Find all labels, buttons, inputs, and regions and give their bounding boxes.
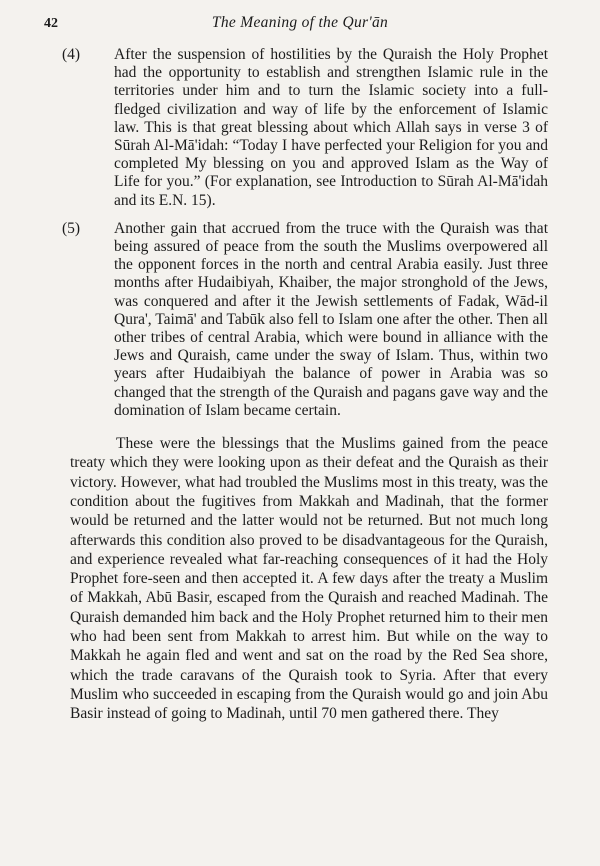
page-body — [0, 46, 600, 724]
list-item — [0, 220, 600, 420]
item-text: After the suspension of hostilities by the Quraish the Holy Prophet had the opportunity to establish and strengthen Islamic rule in the territories under him and to turn the Islamic society into a full-fledged civilization and way of life by the enforcement of Islamic law. This is that great blessing about which Allah says in verse 3 of Sūrah Al-Mā'idah: “Today I have perfected your Religion for you and completed My blessing on you and approved Islam as the Way of Life for you.” (For explanation, see Introduction to Sūrah Al-Mā'idah and its E.N. 15). — [114, 46, 548, 209]
list-item — [0, 46, 600, 210]
item-number: (4) — [62, 46, 81, 63]
item-text: Another gain that accrued from the truce with the Quraish was that being assured of peace from the south the Muslims overpowered all the opponent forces in the north and central Arabia easily. Just three months after Hudaibiyah, Khaiber, the major stronghold of the Jews, was conquered and after it the Jewish settlements of Fadak, Wād-il Qura', Taimā' and Tabūk also fell to Islam one after the other. Then all other tribes of central Arabia, which were bound in alliance with the Jews and Quraish, came under the sway of Islam. Thus, within two years after Hudaibiyah the balance of power in Arabia was so changed that the strength of the Quraish and pagans gave way and the domination of Islam became certain. — [114, 219, 548, 419]
item-number: (5) — [62, 219, 81, 237]
body-paragraph: These were the blessings that the Muslims gained from the peace treaty which they were looking upon as their defeat and the Quraish as their victory. However, what had troubled the Muslims most in this treaty, was the condition about the fugitives from Makkah and Madinah, that the former would be returned and the latter would not be returned. But not much long afterwards this condition also proved to be disadvantageous for the Quraish, and experience revealed what far-reaching consequences of it had the Holy Prophet fore-seen and then accepted it. A few days after the treaty a Muslim of Makkah, Abū Basir, escaped from the Quraish and reached Madinah. The Quraish demanded him back and the Holy Prophet returned him to their men who had been sent from Makkah to arrest him. But while on the way to Makkah he again fled and went and sat on the road by the Red Sea shore, which the trade caravans of the Quraish took to Syria. After that every Muslim who succeeded in escaping from the Quraish would go and join Abu Basir instead of going to Madinah, until 70 men gathered there. They — [70, 435, 548, 723]
page-number: 42 — [44, 16, 58, 31]
page-header — [0, 12, 600, 36]
running-title: The Meaning of the Qur'ān — [211, 14, 389, 31]
